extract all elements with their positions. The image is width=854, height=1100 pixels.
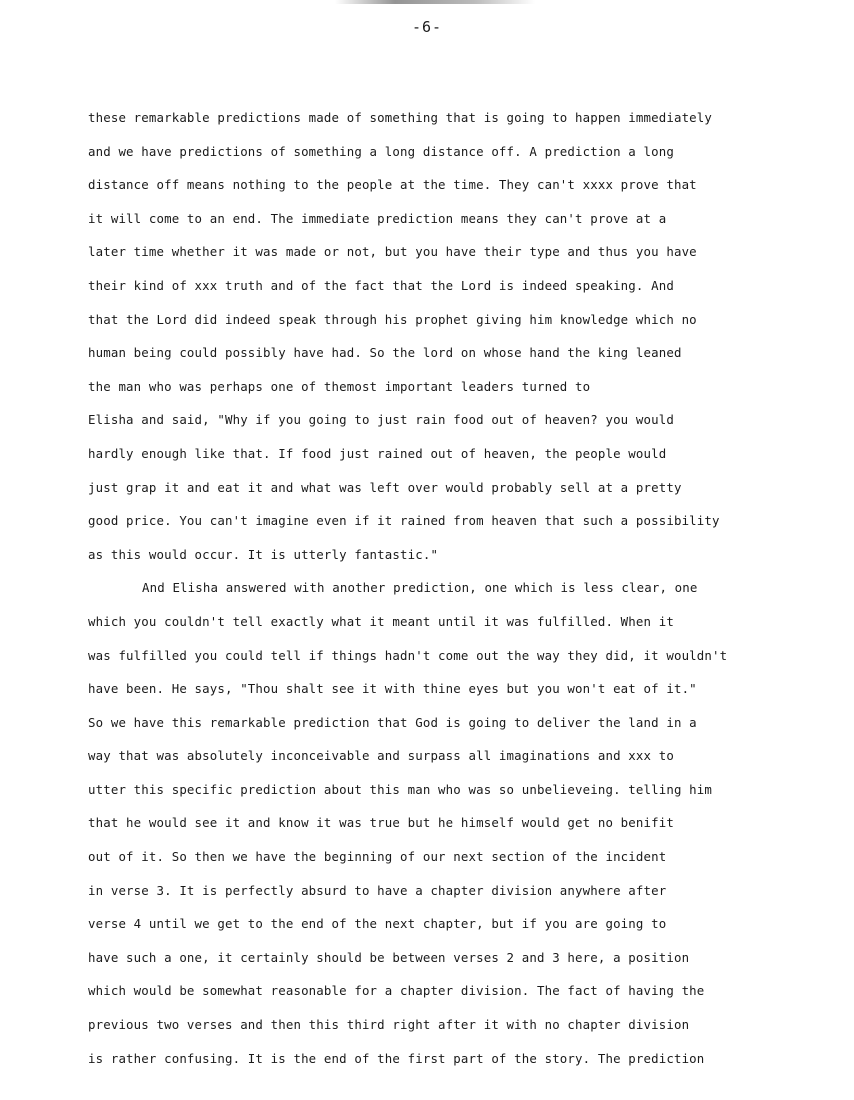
- text-line: verse 4 until we get to the end of the next chapter, but if you are going to: [88, 916, 667, 932]
- text-line: these remarkable predictions made of something that is going to happen immediately: [88, 110, 713, 125]
- text-line: utter this specific prediction about this man who was so unbelieveing. telling him: [88, 781, 713, 797]
- paragraph-start-line: And Elisha answered with another prediction, one which is less clear, one: [142, 580, 698, 596]
- text-line: that he would see it and know it was true but he himself would get no benifit: [88, 815, 674, 831]
- text-line: later time whether it was made or not, but you have their type and thus you have: [88, 244, 697, 260]
- text-line: just grap it and eat it and what was left over would probably sell at a pretty: [88, 479, 682, 495]
- text-line: out of it. So then we have the beginning of our next section of the incident: [88, 849, 667, 865]
- text-line: was fulfilled you could tell if things hadn't come out the way they did, it wouldn't: [88, 647, 728, 663]
- text-line: previous two verses and then this third right after it with no chapter division: [88, 1017, 690, 1033]
- page-number: -6-: [411, 18, 443, 36]
- text-line: it will come to an end. The immediate prediction means they can't prove at a: [88, 210, 667, 226]
- text-line: way that was absolutely inconceivable and surpass all imaginations and xxx to: [88, 748, 674, 764]
- text-line: So we have this remarkable prediction that God is going to deliver the land in a: [88, 714, 697, 730]
- text-line: is rather confusing. It is the end of the first part of the story. The prediction: [88, 1050, 705, 1066]
- text-line: as this would occur. It is utterly fantastic.": [88, 546, 439, 562]
- text-line: which would be somewhat reasonable for a chapter division. The fact of having the: [88, 983, 705, 999]
- typewritten-text: [88, 101, 800, 1075]
- text-line: have been. He says, "Thou shalt see it with thine eyes but you won't eat of it.": [88, 681, 697, 697]
- text-line: the man who was perhaps one of themost important leaders turned to: [88, 378, 591, 394]
- text-line: that the Lord did indeed speak through his prophet giving him knowledge which no: [88, 311, 697, 327]
- text-line: distance off means nothing to the people at the time. They can't xxxx prove that: [88, 177, 697, 193]
- text-line: hardly enough like that. If food just rained out of heaven, the people would: [88, 445, 667, 461]
- scan-artifact: [335, 0, 535, 4]
- text-line: human being could possibly have had. So the lord on whose hand the king leaned: [88, 345, 682, 361]
- text-line: good price. You can't imagine even if it rained from heaven that such a possibility: [88, 513, 720, 529]
- text-line: in verse 3. It is perfectly absurd to have a chapter division anywhere after: [88, 882, 667, 898]
- text-line: their kind of xxx truth and of the fact that the Lord is indeed speaking. And: [88, 277, 674, 293]
- text-line: have such a one, it certainly should be between verses 2 and 3 here, a position: [88, 949, 690, 965]
- text-line: which you couldn't tell exactly what it meant until it was fulfilled. When it: [88, 613, 674, 629]
- text-line: and we have predictions of something a long distance off. A prediction a long: [88, 143, 674, 159]
- text-line: Elisha and said, "Why if you going to just rain food out of heaven? you would: [88, 412, 674, 428]
